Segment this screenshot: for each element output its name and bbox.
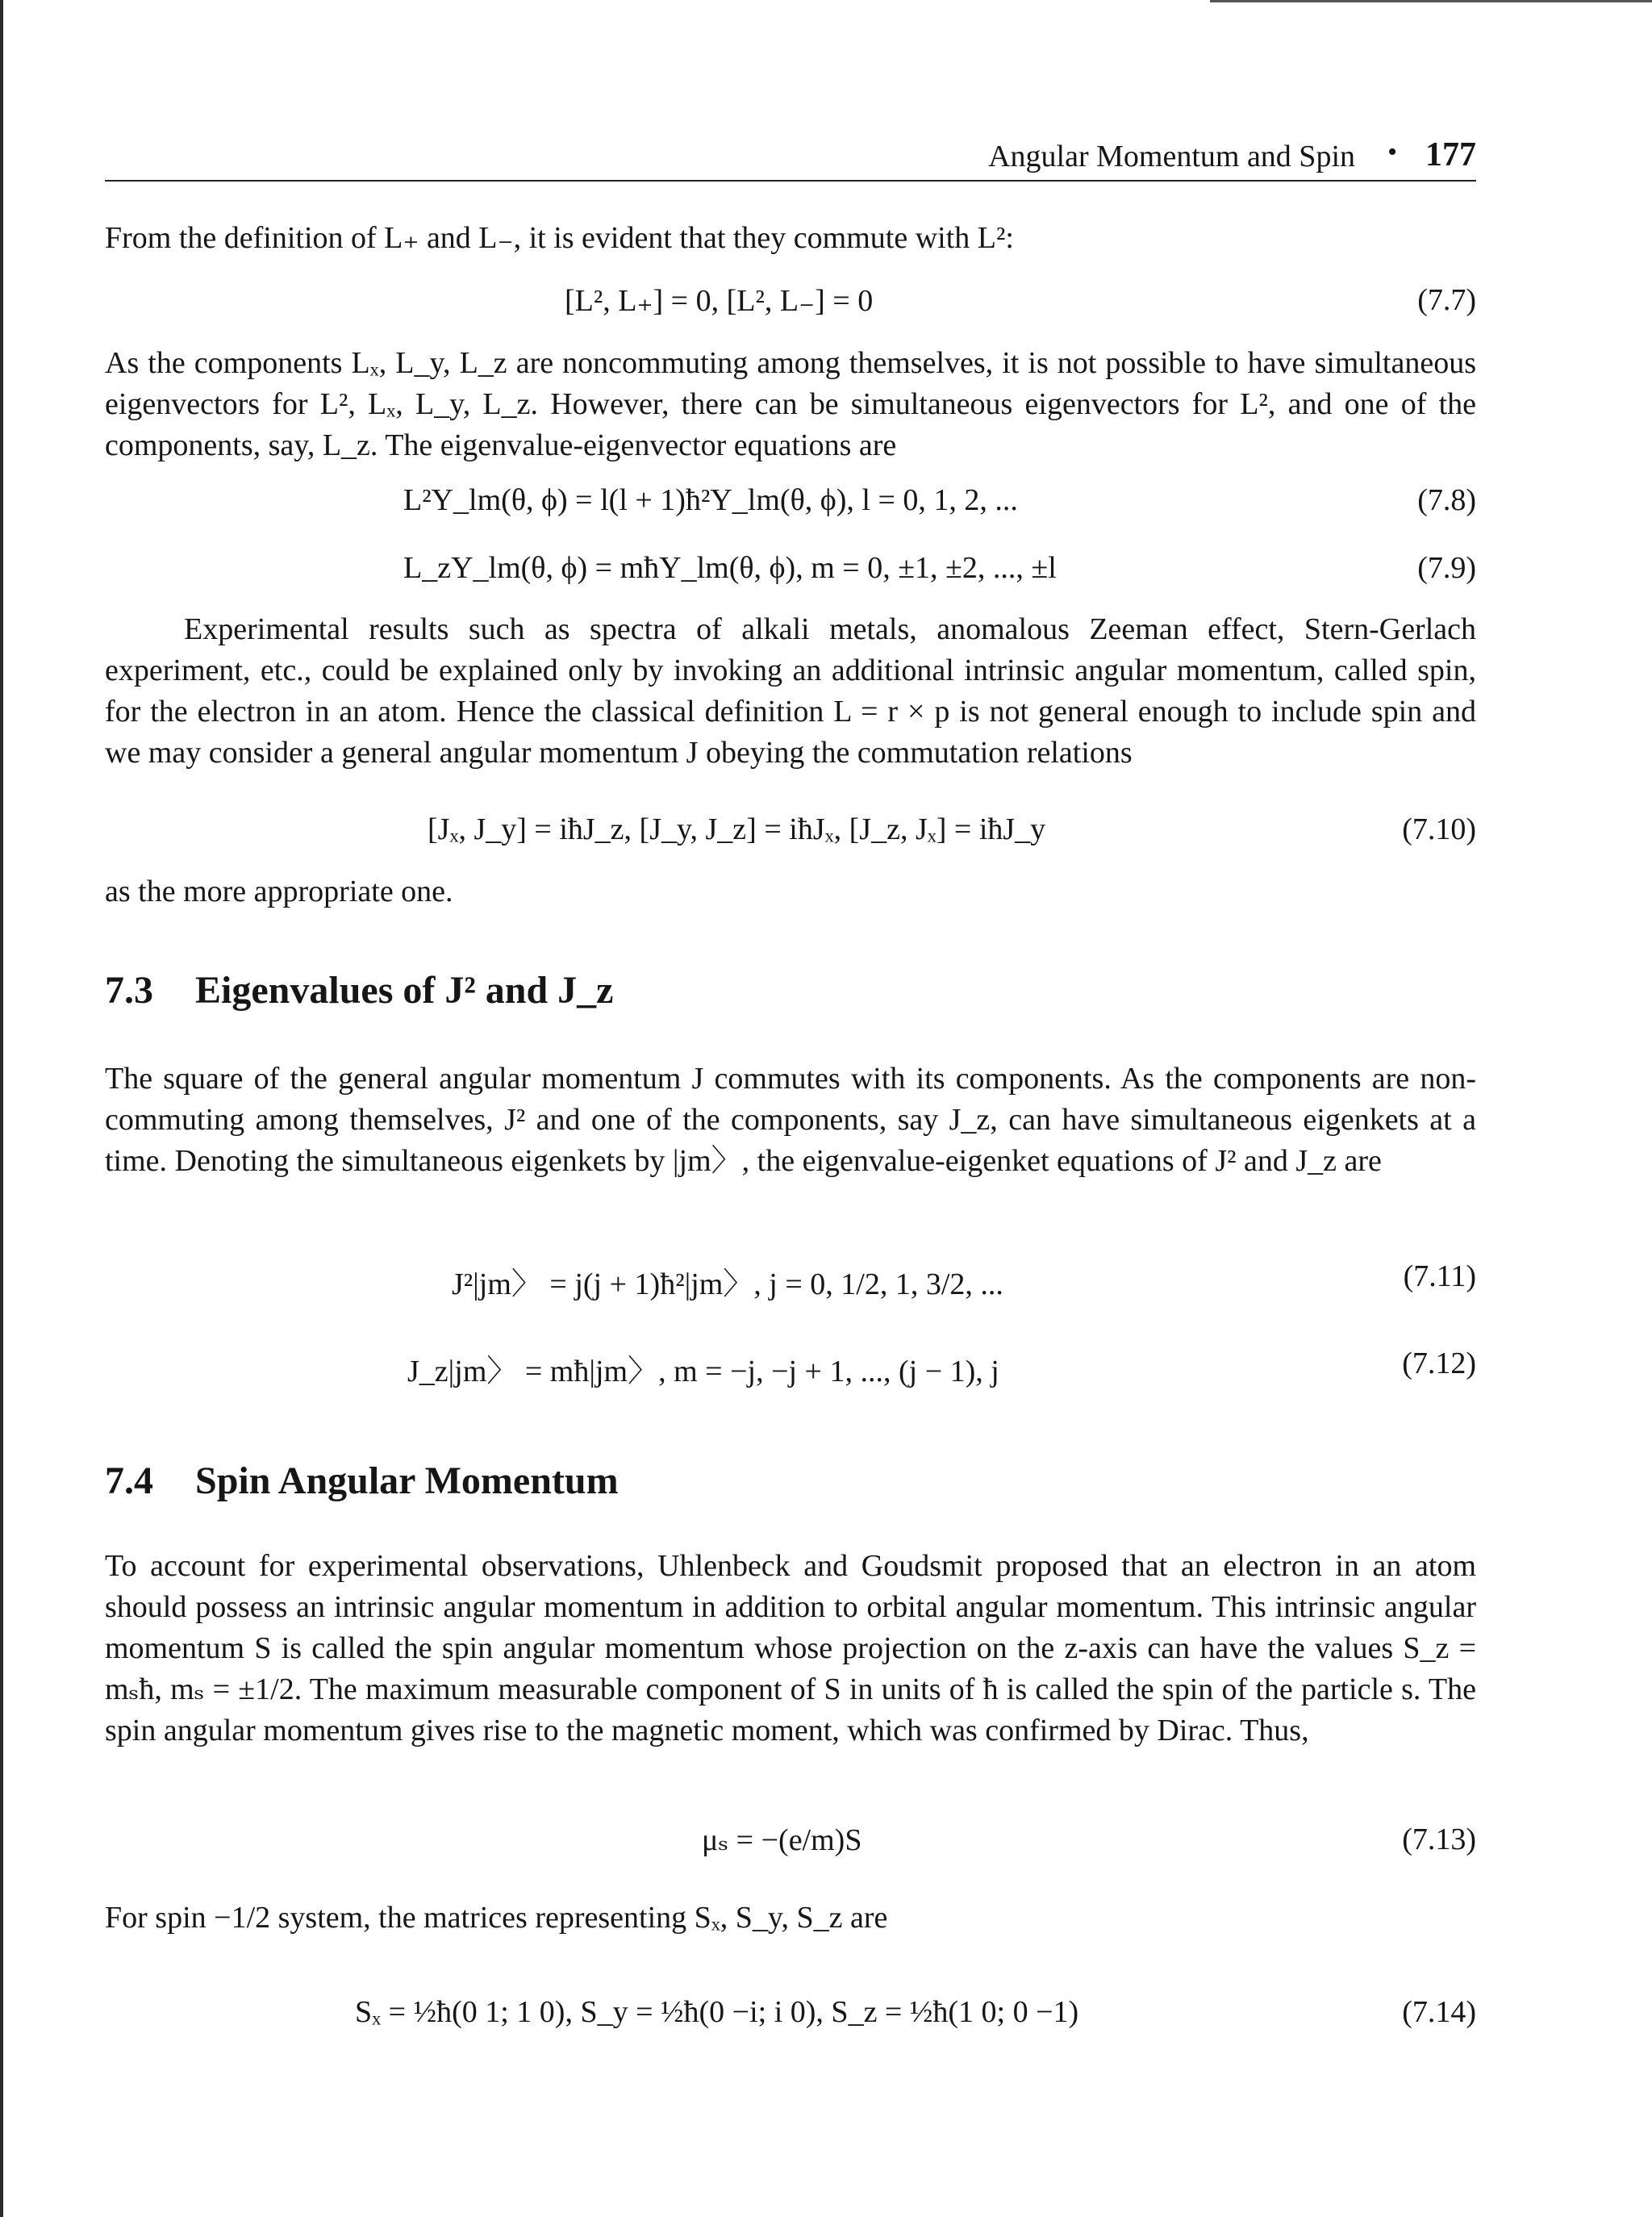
section-7-3-title: Eigenvalues of J² and J_z [195,969,614,1012]
running-title: Angular Momentum and Spin [988,140,1355,173]
equation-7-13-number: (7.13) [1402,1822,1476,1856]
equation-7-9-body: L_zY_lm(θ, ϕ) = mħY_lm(θ, ϕ), m = 0, ±1, ±2, ..., ±l [403,551,1057,585]
section-7-4-number: 7.4 [105,1459,153,1502]
page-number: 177 [1425,136,1476,173]
header-bullet: • [1387,137,1397,167]
equation-7-7-number: (7.7) [1417,283,1476,317]
paragraph-5: The square of the general angular momentum J commutes with its components. As the components are non-commuting among themselves, J² and one of the components, say J_z, can have simultaneous eigenkets at a time. Denoting the simultaneous eigenkets by |jm〉, the eigenvalue-eigenket equations of J² and J_z are [105,1062,1476,1178]
equation-7-9-number: (7.9) [1417,551,1476,585]
paragraph-3: Experimental results such as spectra of alkali metals, anomalous Zeeman effect, Stern-Gerlach experiment, etc., could be explained only by invoking an additional intrinsic angular momentum, called spin, for the electron in an atom. Hence the classical definition L = r × p is not general enough to include spin and we may consider a general angular momentum J obeying the commutation relations [105,612,1476,770]
equation-7-11-body: J²|jm〉 = j(j + 1)ħ²|jm〉, j = 0, 1/2, 1, 3/2, ... [452,1267,1003,1301]
equation-7-10-body: [Jₓ, J_y] = iħJ_z, [J_y, J_z] = iħJₓ, [J_z, Jₓ] = iħJ_y [428,812,1046,846]
section-7-4-title: Spin Angular Momentum [195,1459,619,1502]
section-7-4-heading [105,1459,619,1503]
equation-7-8-body: L²Y_lm(θ, ϕ) = l(l + 1)ħ²Y_lm(θ, ϕ), l = 0, 1, 2, ... [403,483,1018,517]
paragraph-1: From the definition of L₊ and L₋, it is evident that they commute with L²: [105,221,1014,255]
equation-7-10-number: (7.10) [1402,812,1476,846]
scan-left-edge [0,0,3,2217]
equation-7-13-body: μₛ = −(e/m)S [702,1823,862,1857]
equation-7-14-number: (7.14) [1402,1995,1476,2029]
equation-7-8-number: (7.8) [1417,483,1476,517]
equation-7-7-body: [L², L₊] = 0, [L², L₋] = 0 [565,284,874,318]
equation-7-12-body: J_z|jm〉 = mħ|jm〉, m = −j, −j + 1, ..., (j − 1), j [407,1355,999,1388]
scan-top-line [1210,0,1652,2]
section-7-3-heading [105,968,613,1012]
paragraph-6: To account for experimental observations, Uhlenbeck and Goudsmit proposed that an electron in an atom should possess an intrinsic angular momentum in addition to orbital angular momentum. This intrinsic angular momentum S is called the spin angular momentum whose projection on the z-axis can have the values S_z = mₛħ, mₛ = ±1/2. The maximum measurable component of S in units of ħ is called the spin of the particle s. The spin angular momentum gives rise to the magnetic moment, which was confirmed by Dirac. Thus, [105,1549,1476,1747]
equation-7-12-number: (7.12) [1402,1346,1476,1380]
equation-7-14-body: Sₓ = ½ħ(0 1; 1 0), S_y = ½ħ(0 −i; i 0), S_z = ½ħ(1 0; 0 −1) [355,1995,1079,2029]
section-7-3-number: 7.3 [105,969,153,1012]
running-header [105,136,1476,177]
equation-7-11-number: (7.11) [1403,1259,1476,1293]
paragraph-4: as the more appropriate one. [105,875,453,908]
header-rule [105,180,1476,182]
paragraph-7: For spin −1/2 system, the matrices representing Sₓ, S_y, S_z are [105,1901,888,1935]
paragraph-2: As the components Lₓ, L_y, L_z are noncommuting among themselves, it is not possible to have simultaneous eigenvectors for L², Lₓ, L_y, L_z. However, there can be simultaneous eigenvectors for L², and one of the components, say, L_z. The eigenvalue-eigenvector equations are [105,346,1476,462]
